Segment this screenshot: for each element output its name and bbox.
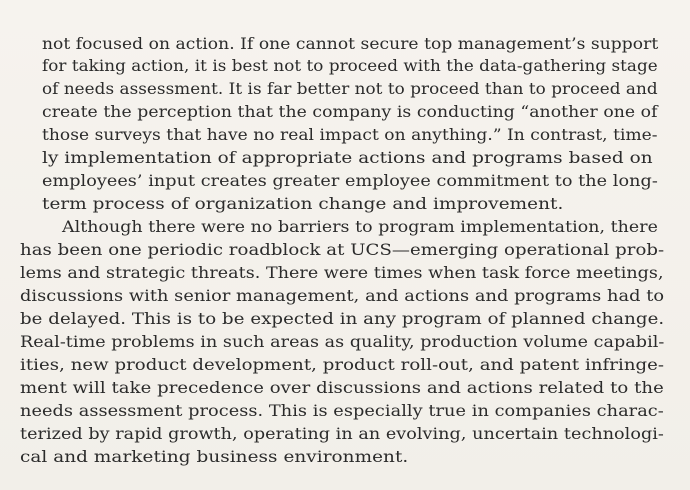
text-line: those surveys that have no real impact on anything.” In contrast, time- bbox=[42, 125, 658, 144]
text-line: cal and marketing business environment. bbox=[20, 447, 409, 466]
text-line: needs assessment process. This is especially true in companies charac- bbox=[20, 401, 664, 420]
text-line: Real-time problems in such areas as quality, production volume capabil- bbox=[20, 332, 665, 351]
text-line: create the perception that the company is conducting “another one of bbox=[42, 102, 658, 121]
text-line: Although there were no barriers to program implementation, there bbox=[62, 217, 658, 236]
text-line: has been one periodic roadblock at UCS—emerging operational prob- bbox=[20, 240, 665, 259]
text-line: for taking action, it is best not to proceed with the data-gathering stage bbox=[42, 56, 658, 75]
text-line: lems and strategic threats. There were times when task force meetings, bbox=[20, 263, 664, 282]
text-line: term process of organization change and improvement. bbox=[42, 194, 564, 213]
text-line: be delayed. This is to be expected in any program of planned change. bbox=[20, 309, 665, 328]
text-line: not focused on action. If one cannot secure top management’s support bbox=[42, 34, 659, 53]
text-line: of needs assessment. It is far better not to proceed than to proceed and bbox=[42, 79, 658, 98]
text-line: employees’ input creates greater employee commitment to the long- bbox=[42, 171, 658, 190]
text-line: ities, new product development, product roll-out, and patent infringe- bbox=[20, 355, 665, 374]
text-line: ment will take precedence over discussions and actions related to the bbox=[20, 378, 664, 397]
text-line: terized by rapid growth, operating in an evolving, uncertain technologi- bbox=[20, 424, 664, 443]
text-line: ly implementation of appropriate actions and programs based on bbox=[42, 148, 653, 167]
text-line: discussions with senior management, and actions and programs had to bbox=[20, 286, 665, 305]
